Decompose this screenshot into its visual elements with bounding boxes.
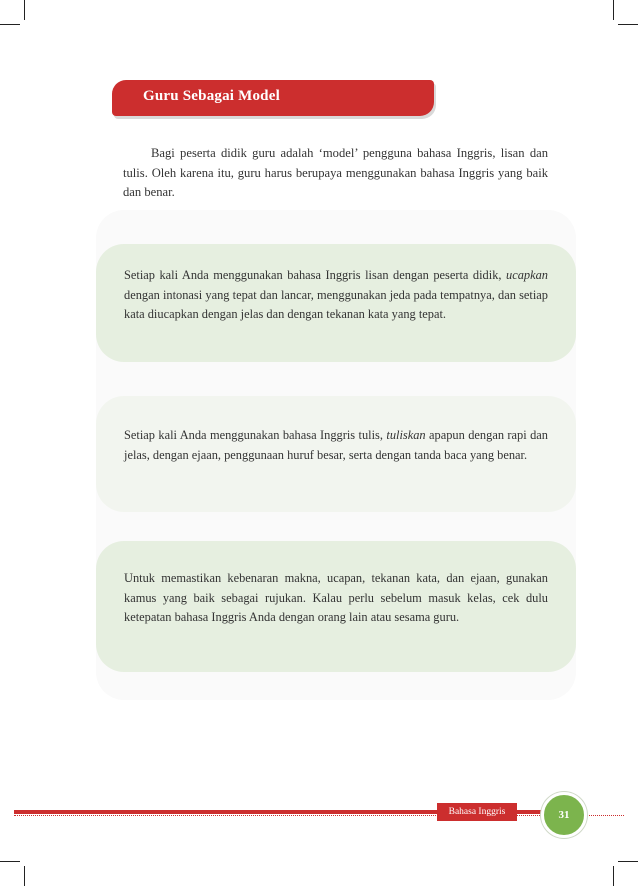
card-text-part: Setiap kali Anda menggunakan bahasa Inggris tulis, xyxy=(124,428,387,442)
crop-mark xyxy=(0,861,20,862)
footer-book-title: Bahasa Inggris xyxy=(437,803,517,821)
crop-mark xyxy=(618,24,638,25)
card-emphasis: ucapkan xyxy=(506,268,548,282)
page-number: 31 xyxy=(541,792,587,838)
crop-mark xyxy=(0,24,20,25)
section-title: Guru Sebagai Model xyxy=(143,88,280,104)
card-written-text xyxy=(124,426,548,465)
crop-mark xyxy=(613,0,614,20)
footer-dotted-rule xyxy=(14,815,624,816)
card-text-part: dengan intonasi yang tepat dan lancar, menggunakan jeda pada tempatnya, dan setiap kata diucapkan dengan jelas dan dengan tekanan kata yang tepat. xyxy=(124,287,548,321)
card-written xyxy=(96,396,576,512)
crop-mark xyxy=(24,866,25,886)
intro-paragraph: Bagi peserta didik guru adalah ‘model’ pengguna bahasa Inggris, lisan dan tulis. Oleh karena itu, guru harus berupaya menggunakan bahasa Inggris yang baik dan benar. xyxy=(123,146,548,199)
card-text-part: Setiap kali Anda menggunakan bahasa Inggris lisan dengan peserta didik, xyxy=(124,268,507,282)
card-spoken xyxy=(96,244,576,362)
card-spoken-text xyxy=(124,266,548,325)
card-text-part: apapun dengan rapi dan jelas, dengan ejaan, penggunaan huruf besar, serta dengan tanda baca yang benar. xyxy=(124,428,548,462)
crop-mark xyxy=(613,866,614,886)
card-dictionary-text: Untuk memastikan kebenaran makna, ucapan, tekanan kata, dan ejaan, gunakan kamus yang baik sebagai rujukan. Kalau perlu sebelum masuk kelas, cek dulu ketepatan bahasa Inggris Anda dengan orang lain atau sesama guru. xyxy=(124,571,548,624)
card-dictionary xyxy=(96,541,576,672)
card-emphasis: tuliskan xyxy=(386,428,426,442)
crop-mark xyxy=(24,0,25,20)
crop-mark xyxy=(618,861,638,862)
